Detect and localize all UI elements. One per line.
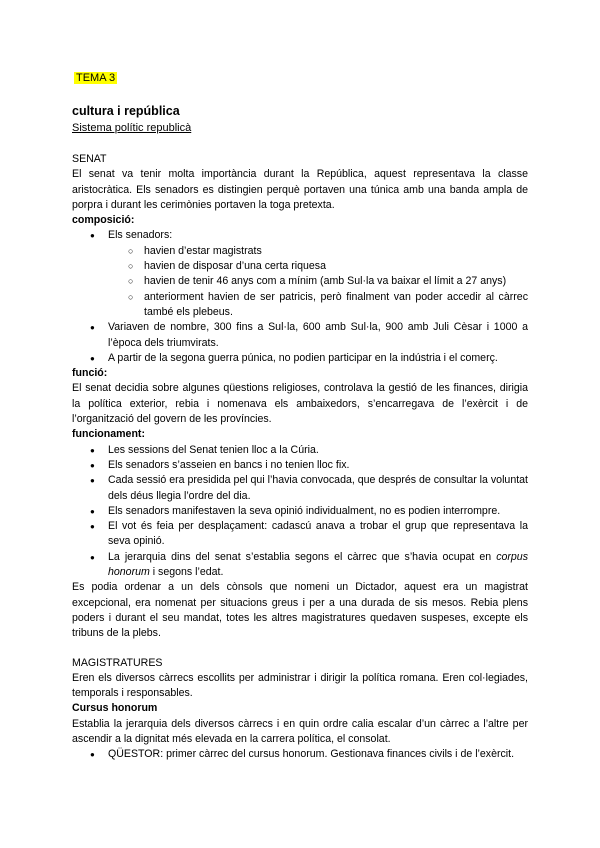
- funcio-label: funció:: [72, 367, 108, 380]
- document-title: cultura i república: [72, 104, 180, 118]
- document-subtitle: Sistema polític republicà: [72, 122, 192, 134]
- senat-heading: SENAT: [72, 153, 107, 165]
- list-item: ● La jerarquia dins del senat s’establia segons el càrrec que s’havia ocupat en corpus honorum i segons l’edat.: [72, 550, 528, 581]
- composicio-label: composició:: [72, 214, 135, 227]
- list-item: ○ havien de disposar d’una certa riquesa: [108, 259, 528, 274]
- dictador-text: Es podia ordenar a un dels cònsols que nomeni un Dictador, aquest era un magistrat excepcional, era nomenat per situacions greus i per a una durada de sis mesos. Rebia plens poders i durant el seu mandat, totes les altres magistratures quedaven suspeses, excepte els tribuns de la plebs.: [72, 581, 528, 640]
- list-item: ○ havien de tenir 46 anys com a mínim (amb Sul·la va baixar el límit a 27 anys): [108, 274, 528, 289]
- list-item: ○ havien d’estar magistrats: [108, 244, 528, 259]
- list-item: ● El vot és feia per desplaçament: cadascú anava a trobar el grup que representava la seva opinió.: [72, 519, 528, 550]
- funcionament-label: funcionament:: [72, 428, 145, 441]
- senat-intro: El senat va tenir molta importància durant la República, aquest representava la classe aristocràtica. Els senadors es distingien perquè portaven una túnica amb una banda ampla de porpra i durant les cerimònies portaven la toga pretexta.: [72, 168, 528, 211]
- cursus-text: Establia la jerarquia dels diversos càrrecs i en quin ordre calia escalar d’un càrrec a l’altre per ascendir a la dignitat més elevada en la carrera política, el consolat.: [72, 717, 528, 745]
- section-gap: [72, 642, 528, 656]
- funcionament-list: [72, 443, 528, 581]
- corpus-honorum-term: corpus honorum: [108, 550, 528, 579]
- list-item: ● Els senadors manifestaven la seva opinió individualment, no es podien interrompre.: [72, 504, 528, 519]
- document-body: [72, 152, 528, 763]
- list-item: ○ anteriorment havien de ser patricis, però finalment van poder accedir al càrrec també els plebeus.: [108, 290, 528, 321]
- composicio-list: [72, 228, 528, 366]
- topic-highlight: TEMA 3: [76, 72, 116, 84]
- senadors-sublist: [108, 244, 528, 320]
- magistratures-heading: MAGISTRATURES: [72, 656, 163, 669]
- topic-heading: [74, 72, 117, 85]
- cursus-label: Cursus honorum: [72, 702, 158, 715]
- funcio-text: El senat decidia sobre algunes qüestions religioses, controlava la gestió de les finances, dirigia la política exterior, rebia i nomenava els ambaixedors, s’encarregava de l’exèrcit i de l’organització del govern de les províncies.: [72, 382, 528, 426]
- list-item: ● QÜESTOR: primer càrrec del cursus honorum. Gestionava finances civils i de l’exèrcit.: [72, 747, 528, 762]
- list-item: ● Les sessions del Senat tenien lloc a la Cúria.: [72, 443, 528, 458]
- list-item: ● Els senadors: ○ havien d’estar magistrats ○ havien de disposar d’una certa riquesa ○ havien de tenir 46 anys com a mínim (amb Sul·la va baixar el límit a 27 anys) ○ anteriorment havien de ser patricis, però finalment van poder accedir al càrrec també els plebeus.: [72, 228, 528, 320]
- magistratures-intro: Eren els diversos càrrecs escollits per administrar i dirigir la política romana. Eren col·legiades, temporals i responsables.: [72, 671, 528, 700]
- list-item: ● Els senadors s’asseien en bancs i no tenien lloc fix.: [72, 458, 528, 473]
- list-item: ● Variaven de nombre, 300 fins a Sul·la, 600 amb Sul·la, 900 amb Juli Cèsar i 1000 a l’època dels triumvirats.: [72, 320, 528, 351]
- list-item: ● Cada sessió era presidida pel qui l’havia convocada, que després de consultar la voluntat dels déus llegia l’ordre del dia.: [72, 473, 528, 504]
- magistratures-list: [72, 747, 528, 762]
- list-item: ● A partir de la segona guerra púnica, no podien participar en la indústria i el comerç.: [72, 351, 528, 366]
